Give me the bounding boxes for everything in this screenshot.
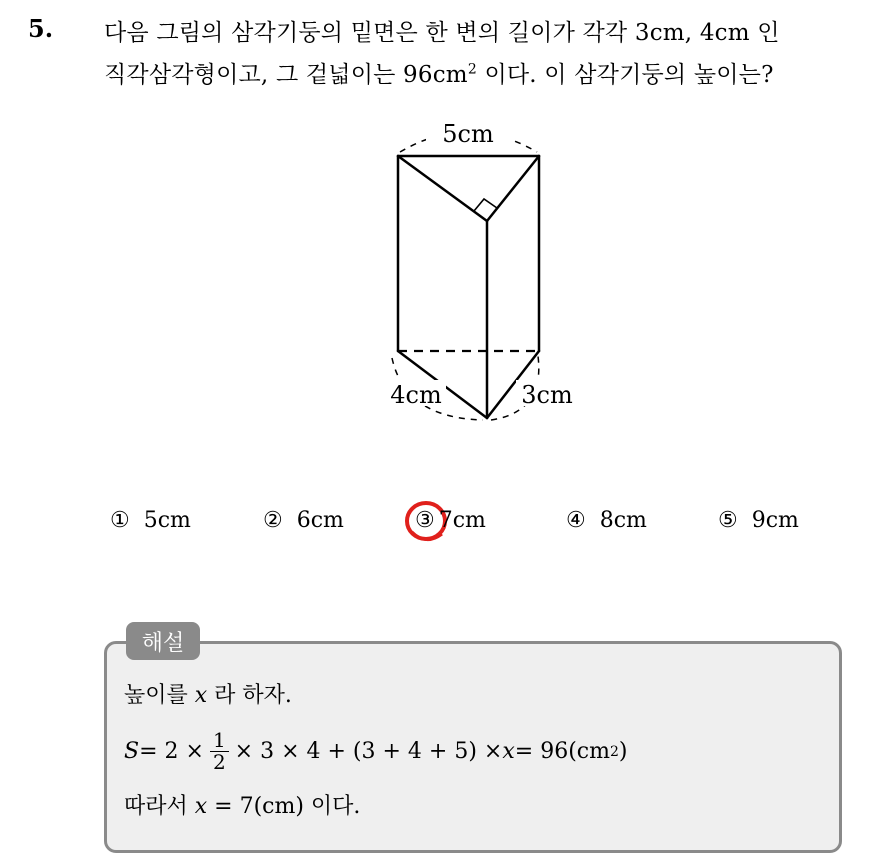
choice-5-value: 9cm (751, 508, 799, 533)
fraction-one-half (210, 730, 229, 773)
solution-line1-a: 높이를 (124, 683, 195, 708)
choice-2-mark: ② (263, 508, 283, 533)
choice-1-mark: ① (110, 508, 130, 533)
choice-4-mark: ④ (566, 508, 586, 533)
choice-5[interactable] (718, 508, 799, 533)
variable-x: x (194, 683, 208, 708)
choice-2-value: 6cm (296, 508, 344, 533)
question-text-line2-prefix: 직각삼각형이고, 그 겉넓이는 96cm (104, 62, 468, 88)
solution-line2-d: ) (618, 739, 628, 764)
variable-x: x (194, 794, 208, 819)
solution-tag: 해설 (126, 622, 200, 660)
fraction-numerator: 1 (210, 730, 229, 752)
choice-3[interactable] (415, 508, 486, 533)
variable-s: S (124, 739, 140, 764)
solution-line1 (124, 678, 292, 709)
choice-4[interactable] (566, 508, 647, 533)
solution-line1-b: 라 하자. (207, 683, 292, 708)
solution-line2-c: = 96(cm (514, 739, 610, 764)
question-text-line1: 다음 그림의 삼각기둥의 밑면은 한 변의 길이가 각각 3cm, 4cm 인 (104, 20, 780, 46)
choice-5-mark: ⑤ (718, 508, 738, 533)
choice-1-value: 5cm (143, 508, 191, 533)
label-top: 5cm (442, 120, 494, 148)
area-exponent: 2 (467, 61, 477, 78)
variable-x: x (502, 739, 515, 764)
fraction-denominator: 2 (212, 750, 226, 774)
solution-line3 (124, 789, 360, 820)
prism-top-left-edge (398, 156, 487, 221)
solution-line2-b: × 3 × 4 + (3 + 4 + 5) × (234, 739, 503, 764)
question-number: 5. (28, 14, 54, 43)
right-angle-mark (474, 199, 497, 221)
solution-line3-a: 따라서 (124, 794, 195, 819)
choice-1[interactable] (110, 508, 191, 533)
question-text-line2-suffix: 이다. 이 삼각기둥의 높이는? (476, 62, 774, 88)
choice-3-mark: ③ (415, 508, 435, 533)
label-left: 4cm (390, 381, 442, 409)
choice-4-value: 8cm (599, 508, 647, 533)
solution-line3-b: = 7(cm) 이다. (207, 794, 361, 819)
label-right: 3cm (521, 381, 573, 409)
solution-line2: S = 2 × $\frac{1}{2}$ × 3 × 4 + (3 + 4 + 5) × x = 96(cm 2 ) (124, 728, 628, 774)
solution-line2-a: = 2 × (139, 739, 204, 764)
choice-2[interactable] (263, 508, 344, 533)
choice-3-value: 7cm (438, 508, 486, 533)
